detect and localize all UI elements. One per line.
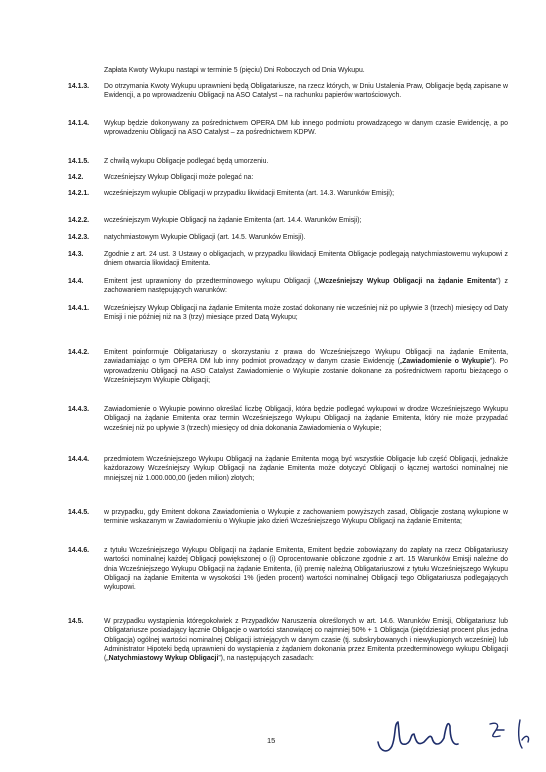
- clause-number: 14.1.4.: [68, 120, 90, 127]
- clause-text: z tytułu Wcześniejszego Wykupu Obligacji na żądanie Emitenta, Emitent będzie zobowiązany do zapłaty na rzecz Obligatariuszy wartości nominalnej każdej Obligacji powiększonej o (i) Oprocentowanie obliczone zgodnie z art. 15 Warunków Emisji należne do dnia Wcześniejszego Wykupu Obligacji na żądanie Emitenta, (ii) premię należną Obligatariuszowi z tytułu Wcześniejszego Wykupu Obligacji na żądanie Emitenta w wysokości 1% (jeden procent) wartości nominalnej Obligacji tego Obligatariusza podlegających wykupowi.: [104, 547, 508, 592]
- clause-text: przedmiotem Wcześniejszego Wykupu Obligacji na żądanie Emitenta mogą być wszystkie Obligacje lub część Obligacji, jednakże każdorazowy Wcześniejszy Wykup Obligacji na żądanie Emitenta może dotyczyć Obligacji o łącznej wartości nominalnej nie mniejszej niż 1.000.000,00 (jeden milion) złotych;: [104, 456, 508, 482]
- clause-text-start: W przypadku wystąpienia któregokolwiek z Przypadków Naruszenia określonych w art. 14.6. Warunków Emisji, Obligatariusz lub Obligatariusze posiadający łącznie Obligacje o wartości stanowiącej co najmniej 50% + 1 Obligacja (pięćdziesiąt procent plus jedna Obligacja) ogólnej wartości nominalnej Obligacji istniejących w danym czasie (tj. subskrybowanych i niewykupionych wcześniej) lub Administrator Hipoteki będą uprawnieni do wystąpienia z żądaniem dokonania przez Emitenta przedterminowego wykupu Obligacji („: [104, 618, 508, 663]
- clause-number: 14.4.4.: [68, 456, 90, 463]
- clause-text: Zawiadomienie o Wykupie powinno określać liczbę Obligacji, która będzie podlegać wykupowi w drodze Wcześniejszego Wykupu Obligacji na żądanie Emitenta oraz termin Wcześniejszego Wykupu Obligacji na żądanie Emitenta, który nie może przypadać wcześniej niż po upływie 3 (trzech) miesięcy od dnia dokonania Zawiadomienia o Wykupie;: [104, 406, 508, 432]
- clause-text: Wcześniejszy Wykup Obligacji może polegać na:: [104, 174, 254, 181]
- clause-text-start: Emitent poinformuje Obligatariuszy o skorzystaniu z prawa do Wcześniejszego Wykupu Obligacji na żądanie Emitenta, zawiadamiając o tym OPERA DM lub inny podmiot prowadzący w danym czasie Ewidencję („: [104, 349, 508, 366]
- clause-number: 14.4.3.: [68, 406, 90, 413]
- clause-number: 14.1.3.: [68, 83, 90, 90]
- defined-term: Zawiadomienie o Wykupie: [402, 358, 491, 366]
- clause-text-end: ”), na następujących zasadach:: [218, 655, 314, 663]
- clause-number: 14.5.: [68, 618, 84, 625]
- handwritten-signature: [370, 712, 540, 760]
- clause-number: 14.3.: [68, 251, 84, 258]
- clause-number: 14.2.2.: [68, 217, 90, 224]
- page-number: 15: [267, 736, 276, 745]
- clause-text-end: ”). Po wprowadzeniu Obligacji na ASO Catalyst Zawiadomienie o Wykupie zostanie dokonane za pośrednictwem raportu bieżącego o Wcześniejszym Wykupie Obligacji;: [104, 358, 508, 384]
- clause-text: Zgodnie z art. 24 ust. 3 Ustawy o obligacjach, w przypadku likwidacji Emitenta Obligacje podlegają natychmiastowemu wykupowi z dniem otwarcia likwidacji Emitenta.: [104, 251, 508, 268]
- clause-text: Wcześniejszy Wykup Obligacji na żądanie Emitenta może zostać dokonany nie wcześniej niż po upływie 3 (trzech) miesięcy od Daty Emisji i nie później niż na 3 (trzy) miesiące przed Datą Wykupu;: [104, 305, 508, 322]
- clause-text: Wykup będzie dokonywany za pośrednictwem OPERA DM lub innego podmiotu prowadzącego w danym czasie Ewidencję, a po wprowadzeniu Obligacji na ASO Catalyst – za pośrednictwem KDPW.: [104, 120, 508, 137]
- clause-text: wcześniejszym Wykupie Obligacji na żądanie Emitenta (art. 14.4. Warunków Emisji);: [104, 217, 362, 224]
- clause-text: [104, 617, 508, 663]
- intro-text: Zapłata Kwoty Wykupu nastąpi w terminie 5 (pięciu) Dni Roboczych od Dnia Wykupu.: [104, 67, 365, 74]
- clause-text: w przypadku, gdy Emitent dokona Zawiadomienia o Wykupie z zachowaniem powyższych zasad, Obligacje zostaną wykupione w terminie wskazanym w Zawiadomieniu o Wykupie jako dzień Wcześniejszego Wykupu Obligacji na żądanie Emitenta;: [104, 509, 508, 526]
- clause-text-end: ”) z zachowaniem następujących warunków:: [104, 278, 508, 295]
- clause-number: 14.4.1.: [68, 305, 90, 312]
- clause-text-start: Emitent jest uprawniony do przedterminowego wykupu Obligacji („: [104, 278, 319, 285]
- clause-number: 14.4.5.: [68, 509, 90, 516]
- defined-term: Natychmiastowy Wykup Obligacji: [108, 655, 219, 663]
- clause-text: Z chwilą wykupu Obligacje podlegać będą umorzeniu.: [104, 158, 269, 165]
- clause-number: 14.4.6.: [68, 547, 90, 554]
- clause-text: natychmiastowym Wykupie Obligacji (art. 14.5. Warunków Emisji).: [104, 234, 306, 241]
- clause-number: 14.2.: [68, 174, 84, 181]
- clause-number: 14.2.3.: [68, 234, 90, 241]
- clause-number: 14.4.2.: [68, 349, 90, 356]
- clause-number: 14.1.5.: [68, 158, 90, 165]
- clause-text: Do otrzymania Kwoty Wykupu uprawnieni będą Obligatariusze, na rzecz których, w Dniu Ustalenia Praw, Obligacje będą zapisane w Ewidencji, a po wprowadzeniu Obligacji na ASO Catalyst – na rachunku papierów wartościowych.: [104, 83, 508, 100]
- defined-term: Wcześniejszy Wykup Obligacji na żądanie Emitenta: [318, 278, 497, 285]
- clause-text: wcześniejszym wykupie Obligacji w przypadku likwidacji Emitenta (art. 14.3. Warunków Emisji);: [104, 190, 395, 197]
- clause-number: 14.2.1.: [68, 190, 90, 197]
- clause-number: 14.4.: [68, 278, 84, 285]
- clause-text: [104, 348, 508, 385]
- clause-text: [104, 277, 508, 296]
